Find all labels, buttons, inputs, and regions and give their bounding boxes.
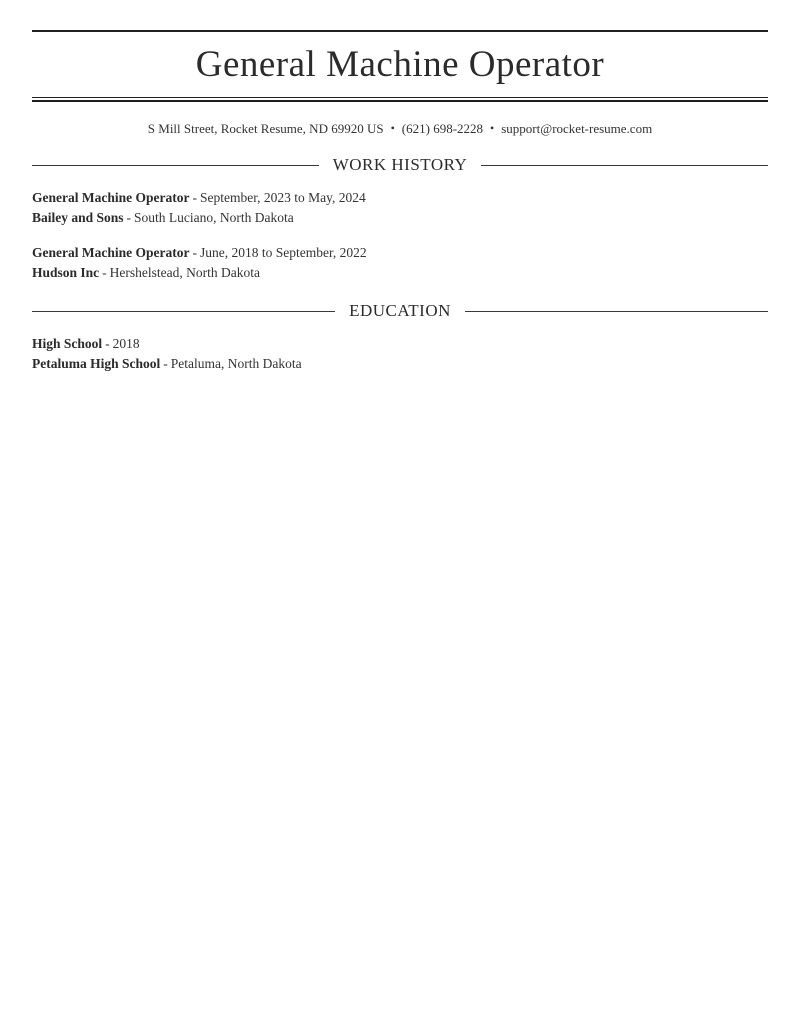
work-entry-company-line xyxy=(32,263,768,283)
school-location: Petaluma, North Dakota xyxy=(170,356,302,372)
contact-email: support@rocket-resume.com xyxy=(501,121,653,137)
work-entry-title-line xyxy=(32,243,768,263)
degree-title: High School xyxy=(32,336,103,352)
education-entry-school-line xyxy=(32,354,768,374)
education-entry xyxy=(32,334,768,374)
job-title: General Machine Operator xyxy=(32,190,190,206)
resume-document xyxy=(0,0,800,374)
heading-line-right xyxy=(481,165,768,166)
work-history-heading-label: WORK HISTORY xyxy=(332,155,468,175)
heading-line-left xyxy=(32,311,335,312)
education-section xyxy=(32,334,768,374)
dash-separator: - xyxy=(192,190,197,206)
education-heading xyxy=(32,301,768,321)
bullet-separator: • xyxy=(490,121,495,136)
dash-separator: - xyxy=(192,245,197,261)
work-history-section xyxy=(32,188,768,283)
school-name: Petaluma High School xyxy=(32,356,161,372)
title-underline-thin-line xyxy=(32,97,768,98)
job-dates: June, 2018 to September, 2022 xyxy=(199,245,367,261)
page-title: General Machine Operator xyxy=(195,44,605,85)
degree-dates: 2018 xyxy=(112,336,140,352)
top-rule xyxy=(32,30,768,32)
company-location: South Luciano, North Dakota xyxy=(134,210,294,226)
dash-separator: - xyxy=(102,265,107,281)
work-entry xyxy=(32,243,768,283)
work-entry-company-line xyxy=(32,208,768,228)
contact-address: S Mill Street, Rocket Resume, ND 69920 US xyxy=(147,121,384,137)
company-name: Bailey and Sons xyxy=(32,210,124,226)
bullet-separator: • xyxy=(390,121,395,136)
company-location: Hershelstead, North Dakota xyxy=(109,265,260,281)
job-dates: September, 2023 to May, 2024 xyxy=(199,190,366,206)
work-entry-title-line xyxy=(32,188,768,208)
work-history-heading xyxy=(32,155,768,175)
heading-line-right xyxy=(465,311,768,312)
contact-phone: (621) 698-2228 xyxy=(401,121,484,137)
education-entry-title-line xyxy=(32,334,768,354)
dash-separator: - xyxy=(163,356,168,372)
job-title: General Machine Operator xyxy=(32,245,190,261)
dash-separator: - xyxy=(105,336,110,352)
education-heading-label: EDUCATION xyxy=(349,301,451,321)
work-entry xyxy=(32,188,768,228)
heading-line-left xyxy=(32,165,319,166)
title-underline-thick-line xyxy=(32,100,768,102)
title-underline-double-rule xyxy=(32,97,768,102)
contact-line xyxy=(32,121,768,137)
dash-separator: - xyxy=(126,210,132,226)
company-name: Hudson Inc xyxy=(32,265,100,281)
